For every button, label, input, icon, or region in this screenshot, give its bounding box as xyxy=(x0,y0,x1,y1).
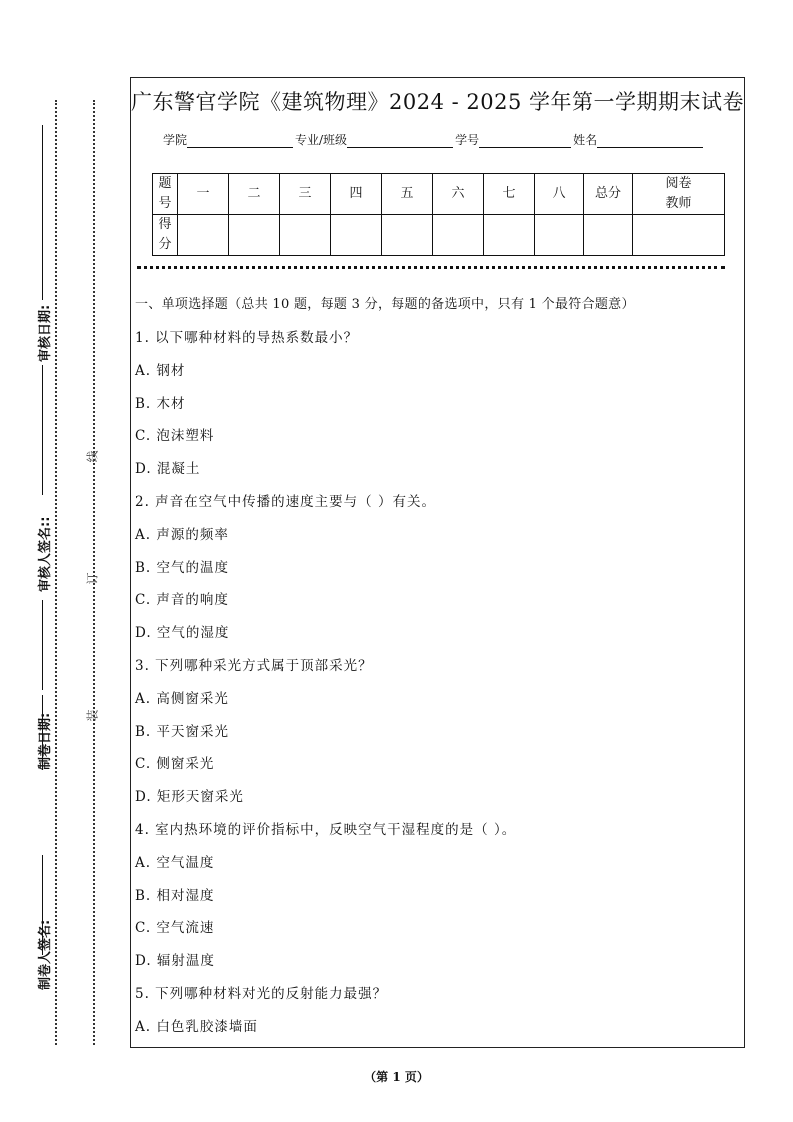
question-stem: 3. 下列哪种采光方式属于顶部采光？ xyxy=(135,658,373,674)
review-date-line xyxy=(42,365,43,495)
binding-char-ding: 订 xyxy=(85,572,100,585)
answer-option: D. 矩形天窗采光 xyxy=(135,789,244,806)
student-id-label: 学号 xyxy=(455,133,480,147)
answer-option: A. 声源的频率 xyxy=(135,526,229,543)
question-stem: 5. 下列哪种材料对光的反射能力最强？ xyxy=(135,986,388,1002)
student-info-fields xyxy=(163,131,705,148)
header-cell: 八 xyxy=(535,174,584,215)
college-label: 学院 xyxy=(163,133,188,147)
header-cell: 三 xyxy=(280,174,331,215)
score-cell[interactable] xyxy=(584,215,633,256)
binding-dotted-line-outer xyxy=(55,100,57,1045)
score-cell[interactable] xyxy=(633,215,725,256)
score-cell[interactable] xyxy=(229,215,280,256)
table-row xyxy=(153,215,725,256)
review-date-line-top xyxy=(42,125,43,300)
section-heading: 一、单项选择题（总共 10 题，每题 3 分，每题的备选项中，只有 1 个最符合题意） xyxy=(135,297,635,312)
header-cell: 五 xyxy=(382,174,433,215)
answer-option: C. 泡沫塑料 xyxy=(135,428,215,445)
answer-option: B. 木材 xyxy=(135,395,186,412)
answer-option: D. 辐射温度 xyxy=(135,953,215,970)
score-cell[interactable] xyxy=(535,215,584,256)
major-label: 专业/班级 xyxy=(295,133,348,147)
header-cell: 四 xyxy=(331,174,382,215)
answer-option: A. 空气温度 xyxy=(135,854,215,871)
maker-sign-label: 制卷人签名: xyxy=(38,919,53,990)
header-cell: 阅卷教师 xyxy=(633,174,725,215)
score-cell[interactable] xyxy=(484,215,535,256)
page-number: （第 1 页） xyxy=(364,1070,429,1084)
answer-option: D. 混凝土 xyxy=(135,461,201,478)
header-cell: 一 xyxy=(178,174,229,215)
header-cell: 七 xyxy=(484,174,535,215)
college-field[interactable] xyxy=(187,133,293,148)
table-row xyxy=(153,174,725,215)
header-cell: 总分 xyxy=(584,174,633,215)
score-cell[interactable] xyxy=(433,215,484,256)
score-cell[interactable] xyxy=(331,215,382,256)
answer-option: A. 高侧窗采光 xyxy=(135,690,229,707)
name-field[interactable] xyxy=(597,133,703,148)
answer-option: A. 钢材 xyxy=(135,362,186,379)
question-stem: 2. 声音在空气中传播的速度主要与（ ）有关。 xyxy=(135,494,436,510)
review-date-label: 审核日期: xyxy=(38,304,53,362)
question-stem: 1. 以下哪种材料的导热系数最小？ xyxy=(135,330,359,346)
answer-option: A. 白色乳胶漆墙面 xyxy=(135,1018,258,1035)
exam-title: 广东警官学院《建筑物理》2024 - 2025 学年第一学期期末试卷 xyxy=(130,90,744,114)
name-label: 姓名 xyxy=(573,133,598,147)
major-field[interactable] xyxy=(347,133,453,148)
answer-option: B. 相对湿度 xyxy=(135,887,215,904)
review-sign-line xyxy=(42,600,43,690)
separator-dotted xyxy=(137,266,725,269)
binding-char-xian: 线 xyxy=(85,450,100,463)
binding-char-zhuang: 装 xyxy=(85,709,100,722)
answer-option: B. 空气的温度 xyxy=(135,559,230,576)
score-cell[interactable] xyxy=(280,215,331,256)
answer-option: C. 空气流速 xyxy=(135,920,215,937)
score-cell[interactable] xyxy=(382,215,433,256)
answer-option: C. 声音的响度 xyxy=(135,592,229,609)
row-label: 题号 xyxy=(153,174,178,215)
answer-option: C. 侧窗采光 xyxy=(135,756,215,773)
header-cell: 二 xyxy=(229,174,280,215)
maker-date-label: 制卷日期: xyxy=(38,712,53,770)
student-id-field[interactable] xyxy=(479,133,571,148)
question-stem: 4. 室内热环境的评价指标中，反映空气干湿程度的是（ ）。 xyxy=(135,822,517,838)
answer-option: D. 空气的湿度 xyxy=(135,625,230,642)
score-table xyxy=(152,173,725,256)
row-label: 得分 xyxy=(153,215,178,256)
answer-option: B. 平天窗采光 xyxy=(135,723,230,740)
score-cell[interactable] xyxy=(178,215,229,256)
review-sign-label: 审核人签名:: xyxy=(38,516,53,592)
header-cell: 六 xyxy=(433,174,484,215)
